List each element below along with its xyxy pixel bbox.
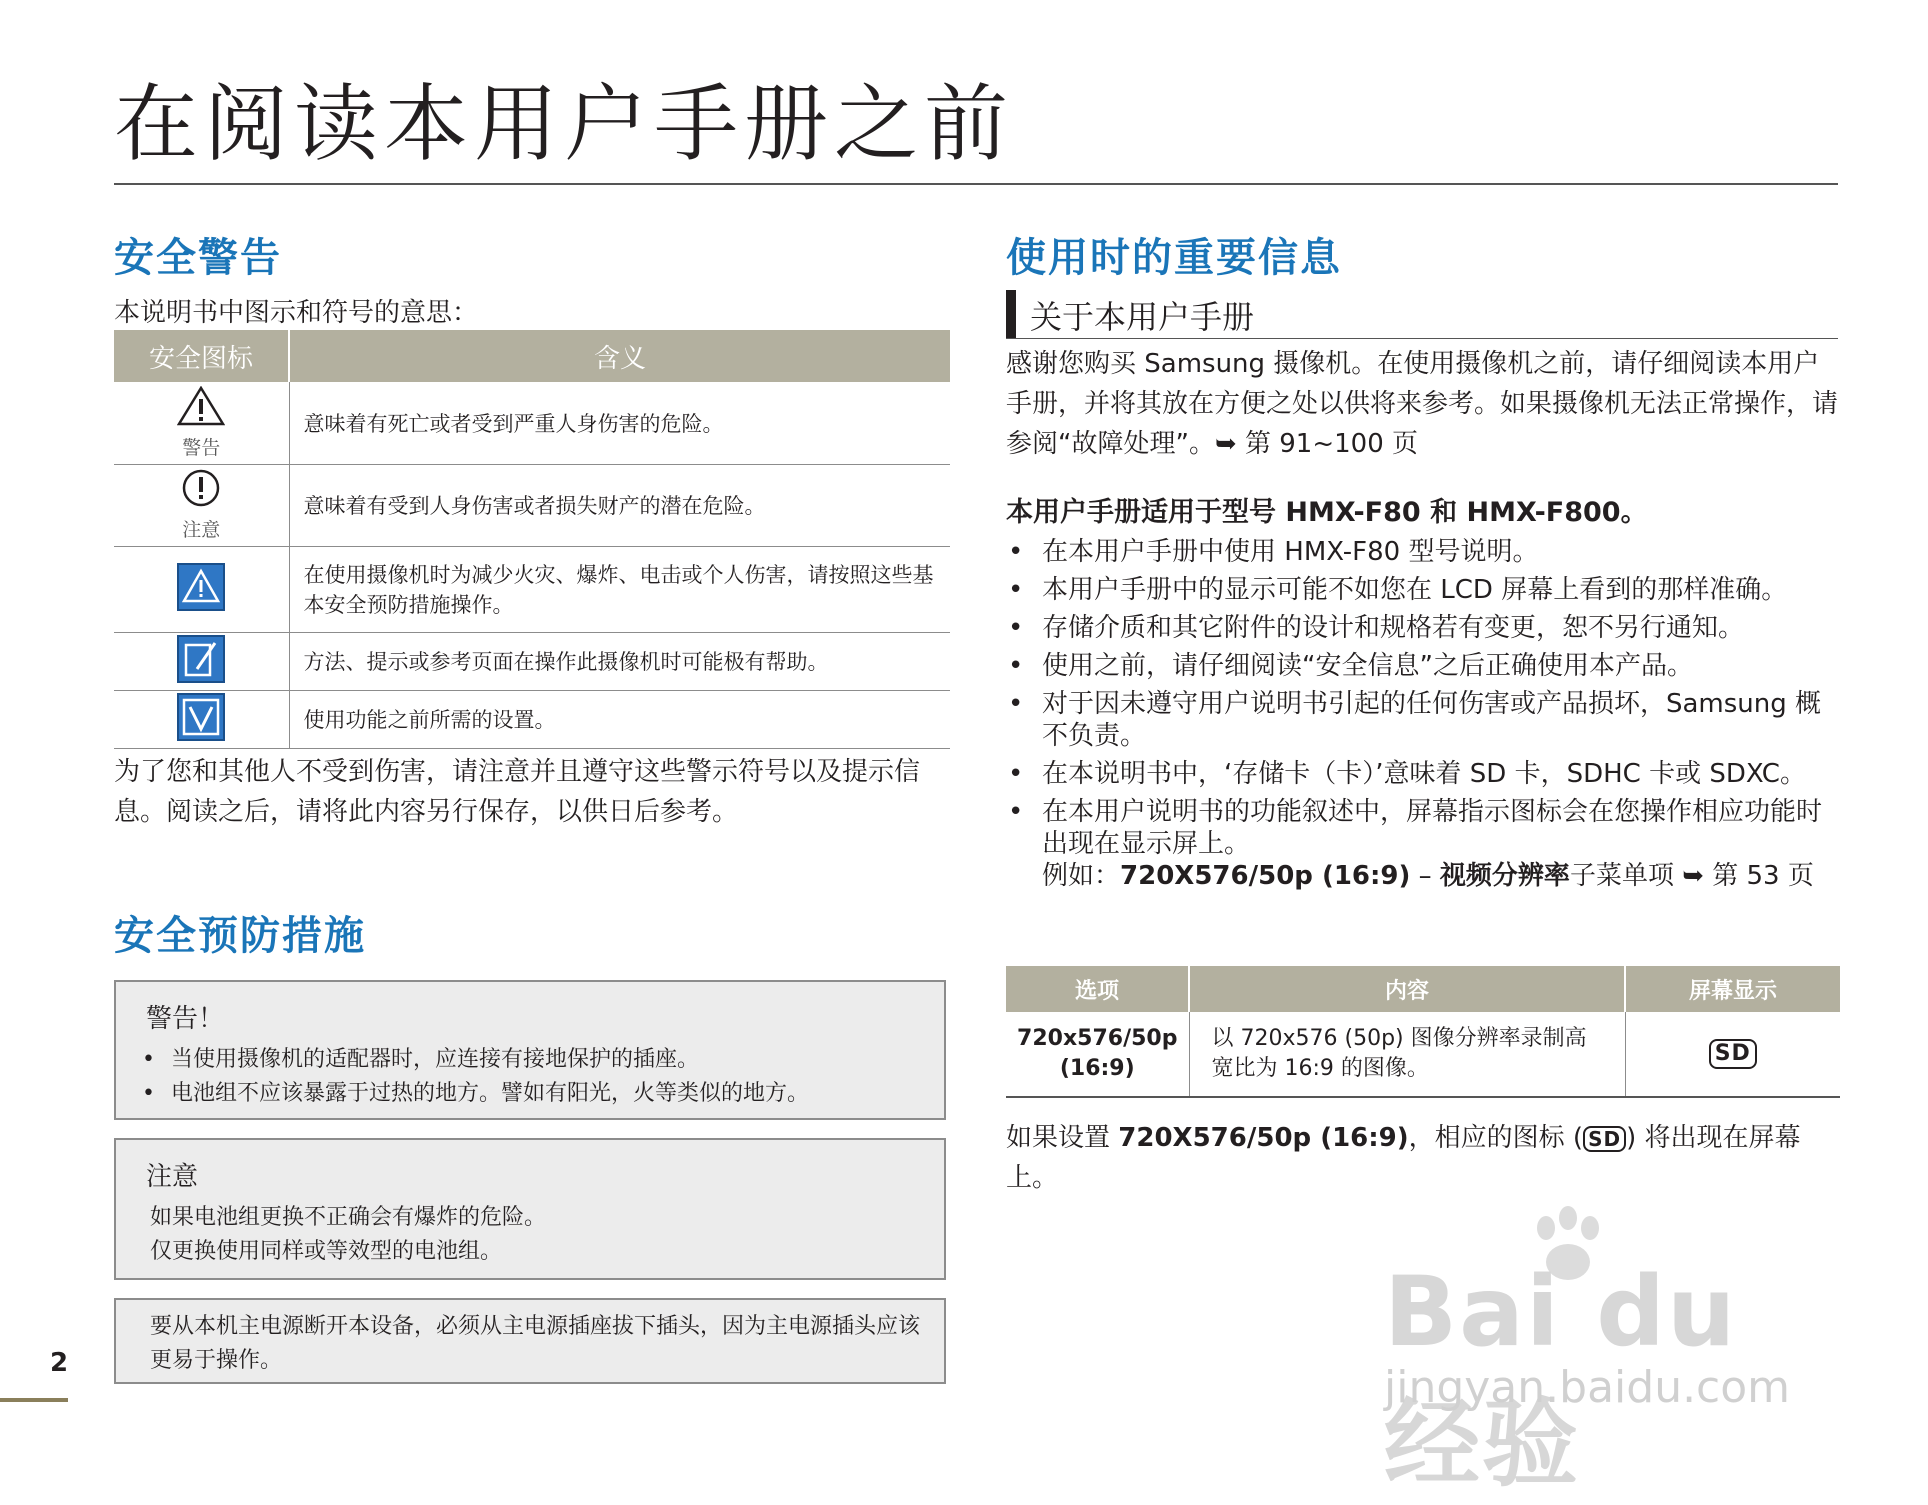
sd-resolution-icon: SD (1709, 1039, 1757, 1069)
sd-resolution-icon: SD (1583, 1126, 1626, 1152)
power-box (114, 1298, 946, 1384)
caution-box-text (150, 1201, 944, 1269)
symbol-meaning: 使用功能之前所需的设置。 (289, 690, 950, 748)
closing-prefix: 如果设置 (1006, 1123, 1119, 1153)
setting-check-box-icon (177, 693, 225, 741)
option-cell (1006, 1012, 1189, 1097)
symbol-table-header (114, 330, 950, 382)
watermark-url: jingyan.baidu.com (1384, 1362, 1791, 1413)
symbol-meaning: 意味着有受到人身伤害或者损失财产的潜在危险。 (289, 464, 950, 546)
list-item: • 对于因未遵守用户说明书引起的任何伤害或产品损坏，Samsung 概不负责。 (1006, 688, 1838, 752)
symbol-icon-cell (114, 690, 289, 748)
list-item: • 当使用摄像机的适配器时，应连接有接地保护的插座。 (142, 1043, 944, 1077)
symbols-intro: 本说明书中图示和符号的意思： (114, 298, 479, 328)
power-box-text: 要从本机主电源断开本设备，必须从主电源插座拔下插头，因为主电源插头应该更易于操作。 (150, 1314, 921, 1373)
caution-circle-icon (179, 468, 223, 508)
page-number: 2 (50, 1348, 69, 1378)
option-table-header (1006, 966, 1840, 1012)
watermark-logo: Bai du 经验 (1384, 1256, 1738, 1500)
closing-setting: 720X576/50p (16:9) (1118, 1123, 1409, 1153)
symbol-icon-cell (114, 464, 289, 546)
page-title: 在阅读本用户手册之前 (114, 75, 1015, 173)
closing-suffix: ) 将出现在屏幕上。 (1006, 1123, 1801, 1193)
bullet-text: 在本用户说明书的功能叙述中，屏幕指示图标会在您操作相应功能时出现在显示屏上。 (1042, 797, 1823, 859)
table-row (114, 690, 950, 748)
symbol-header-icon: 安全图标 (114, 330, 289, 382)
list-item: • 使用之前，请仔细阅读“安全信息”之后正确使用本产品。 (1006, 650, 1838, 682)
table-row (114, 382, 950, 464)
subheading-bar (1006, 290, 1016, 338)
precautions-heading: 安全预防措施 (114, 913, 366, 959)
safety-triangle-box-icon (177, 563, 225, 611)
warning-triangle-icon (177, 386, 225, 426)
list-item: • 电池组不应该暴露于过热的地方。譬如有阳光，火等类似的地方。 (142, 1077, 944, 1111)
warning-box (114, 980, 946, 1120)
option-line-1: 720x576/50p (1017, 1026, 1178, 1051)
about-manual-heading: 关于本用户手册 (1030, 298, 1255, 336)
title-divider (114, 183, 1838, 185)
option-table (1006, 966, 1840, 1098)
table-row (1006, 1012, 1840, 1097)
page-number-rule (0, 1398, 68, 1402)
symbol-table (114, 330, 950, 749)
warning-box-list (142, 1043, 944, 1111)
list-item: • 存储介质和其它附件的设计和规格若有变更，恕不另行通知。 (1006, 612, 1838, 644)
table-row (114, 632, 950, 690)
list-item: • 在本用户手册中使用 HMX-F80 型号说明。 (1006, 536, 1838, 568)
symbol-caption: 警告 (182, 436, 221, 459)
caution-box (114, 1138, 946, 1280)
symbol-caption: 注意 (182, 519, 221, 541)
after-table-text: 为了您和其他人不受到伤害，请注意并且遵守这些警示符号以及提示信息。阅读之后，请将此内容另行保存，以供日后参考。 (114, 757, 921, 827)
symbol-header-meaning: 含义 (289, 330, 950, 382)
list-item: • 在本说明书中，‘存储卡（卡）’意味着 SD 卡，SDHC 卡或 SDXC。 (1006, 758, 1838, 790)
about-manual-subheading (1006, 290, 1838, 339)
table-row (114, 546, 950, 632)
caution-box-title: 注意 (146, 1162, 199, 1192)
caution-line-2: 仅更换使用同样或等效型的电池组。 (150, 1239, 503, 1264)
symbol-meaning: 在使用摄像机时为减少火灾、爆炸、电击或个人伤害，请按照这些基本安全预防措施操作。 (289, 546, 950, 632)
example-setting: 720X576/50p (16:9) (1120, 861, 1411, 891)
option-header: 选项 (1006, 966, 1189, 1012)
closing-middle: ，相应的图标 ( (1408, 1123, 1584, 1153)
important-info-heading: 使用时的重要信息 (1006, 235, 1342, 281)
warning-box-title: 警告！ (146, 1004, 225, 1034)
display-header: 屏幕显示 (1625, 966, 1840, 1012)
example-menu: 视频分辨率 (1439, 861, 1570, 891)
closing-text (1006, 1118, 1806, 1198)
safety-warning-heading: 安全警告 (114, 235, 282, 281)
display-cell (1625, 1012, 1840, 1097)
list-item: • 本用户手册中的显示可能不如您在 LCD 屏幕上看到的那样准确。 (1006, 574, 1838, 606)
list-item (1006, 796, 1838, 892)
caution-line-1: 如果电池组更换不正确会有爆炸的危险。 (150, 1205, 547, 1230)
baidu-watermark (1384, 1200, 1844, 1500)
example-suffix: 子菜单项 ➥ 第 53 页 (1569, 861, 1814, 891)
table-row (114, 464, 950, 546)
content-header: 内容 (1189, 966, 1625, 1012)
tip-pen-box-icon (177, 635, 225, 683)
info-bullet-list (1006, 536, 1838, 898)
symbol-icon-cell (114, 632, 289, 690)
example-dash: – (1410, 861, 1440, 891)
example-prefix: 例如： (1042, 861, 1121, 891)
symbol-icon-cell (114, 546, 289, 632)
symbol-meaning: 方法、提示或参考页面在操作此摄像机时可能极有帮助。 (289, 632, 950, 690)
example-line (1042, 860, 1838, 892)
content-cell: 以 720x576 (50p) 图像分辨率录制高宽比为 16:9 的图像。 (1189, 1012, 1625, 1097)
symbol-icon-cell (114, 382, 289, 464)
symbol-meaning: 意味着有死亡或者受到严重人身伤害的危险。 (289, 382, 950, 464)
model-line: 本用户手册适用于型号 HMX-F80 和 HMX-F800。 (1006, 497, 1648, 528)
intro-text: 感谢您购买 Samsung 摄像机。在使用摄像机之前，请仔细阅读本用户手册，并将其放在方便之处以供将来参考。如果摄像机无法正常操作，请参阅“故障处理”。➥ 第 91~100 页 (1006, 349, 1839, 459)
option-line-2: (16:9) (1059, 1056, 1135, 1081)
